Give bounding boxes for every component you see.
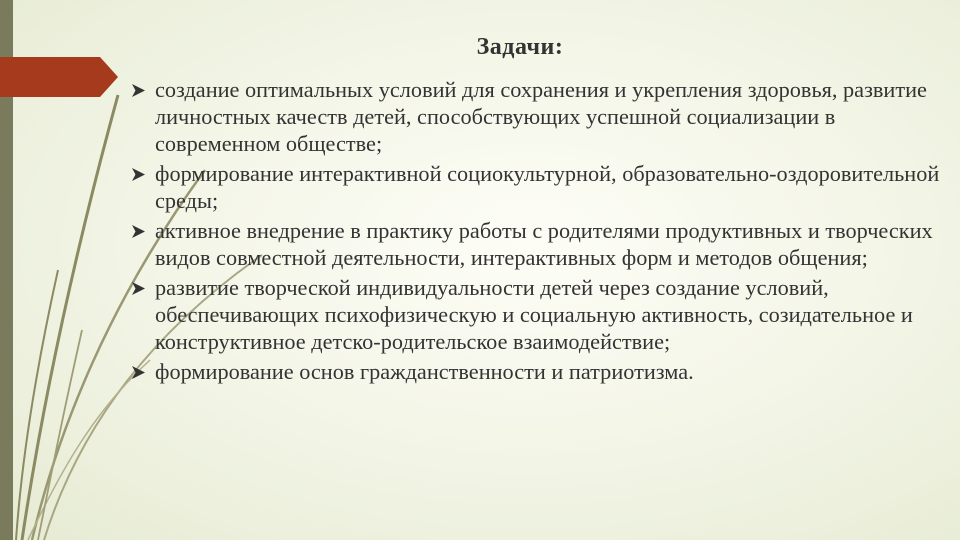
arrowhead-bullet-icon xyxy=(131,224,146,239)
list-item xyxy=(131,217,946,271)
arrowhead-bullet-icon xyxy=(131,83,146,98)
arrowhead-bullet-icon xyxy=(131,281,146,296)
list-item xyxy=(131,274,946,355)
list-item-text: формирование основ гражданственности и патриотизма. xyxy=(155,359,694,384)
list-item xyxy=(131,76,946,157)
arrowhead-bullet-icon xyxy=(131,365,146,380)
title-accent-marker xyxy=(0,57,118,97)
list-item-text: активное внедрение в практику работы с родителями продуктивных и творческих видов совместной деятельности, интерактивных форм и методов общения; xyxy=(155,218,933,270)
list-item-text: формирование интерактивной социокультурной, образовательно-оздоровительной среды; xyxy=(155,161,940,213)
list-item-text: создание оптимальных условий для сохранения и укрепления здоровья, развитие личностных качеств детей, способствующих успешной социализации в современном обществе; xyxy=(155,77,927,156)
list-item xyxy=(131,358,946,385)
list-item xyxy=(131,160,946,214)
slide-title: Задачи: xyxy=(476,34,564,60)
list-item-text: развитие творческой индивидуальности детей через создание условий, обеспечивающих психофизическую и социальную активность, созидательное и конструктивное детско-родительское взаимодействие; xyxy=(155,275,913,354)
task-list xyxy=(131,76,946,388)
arrowhead-bullet-icon xyxy=(131,167,146,182)
